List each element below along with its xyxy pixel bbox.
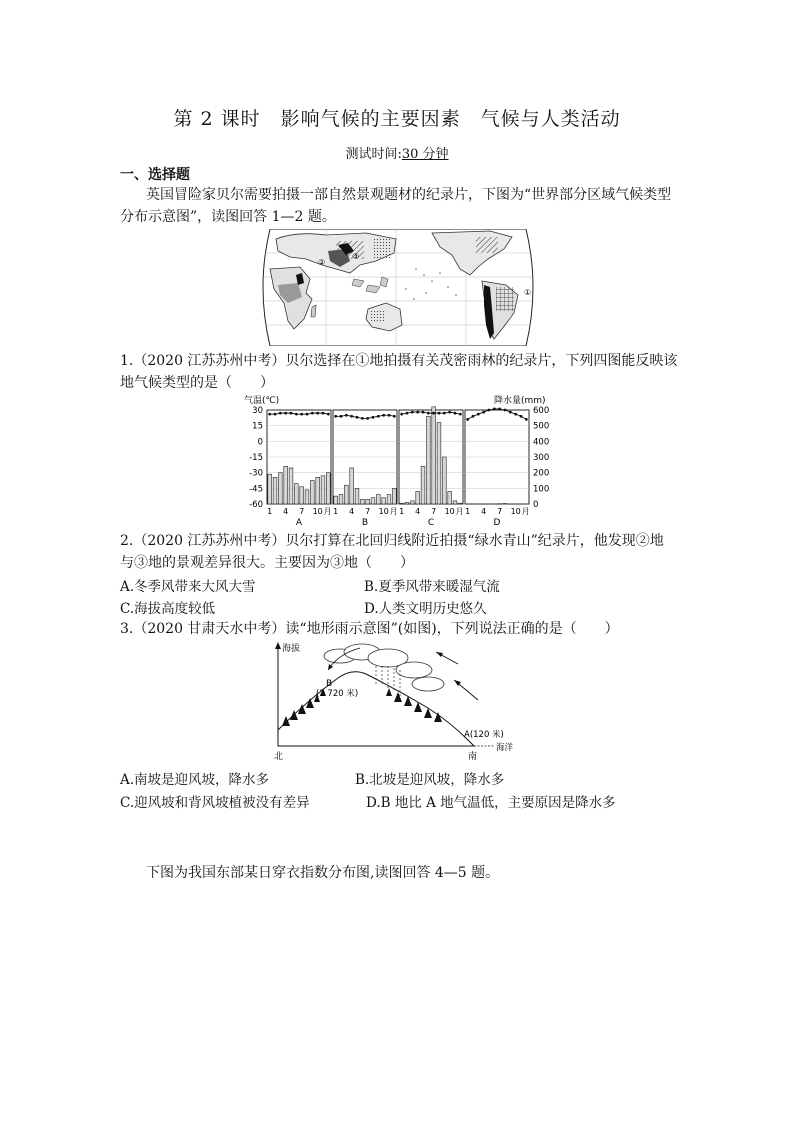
temp-point [411,411,414,414]
temp-point [290,412,293,415]
temp-point [361,417,364,420]
precip-tick: 300 [533,453,550,463]
q3-line-1: 3.（2020 甘肃天水中考）读“地形雨示意图”(如图)，下列说法正确的是（ ） [120,621,619,637]
temp-point [525,418,528,421]
temp-tick: 15 [252,421,263,432]
panel-label-D: D [493,518,501,528]
month-tick: 10 [444,507,455,516]
precip-bar [355,488,359,504]
temp-point [268,413,271,416]
precip-bar [326,473,330,504]
temp-point [493,408,496,411]
q2-option-c[interactable]: C.海拔高度较低 [120,601,216,617]
precip-bar [305,490,309,504]
panel-label-B: B [361,518,369,528]
month-tick: 10 [510,507,521,516]
precip-bar [376,495,380,504]
q2-line-1: 2.（2020 江苏苏州中考）贝尔打算在北回归线附近拍摄“绿水青山”纪录片，他发现②地 [120,533,664,549]
temp-point [520,415,523,418]
temp-point [356,416,359,419]
q2-option-b[interactable]: B.夏季风带来暖湿气流 [364,579,500,595]
temp-point [295,413,298,416]
precip-bar [392,488,396,504]
panel-label-C: C [427,518,435,528]
q1-line-1: 1.（2020 江苏苏州中考）贝尔选择在①地拍摄有关茂密雨林的纪录片，下列四图能反映该 [120,353,678,369]
temp-point [327,413,330,416]
precip-tick: 600 [533,406,550,416]
precip-bar [360,499,364,504]
section-heading: 一、选择题 [120,167,190,183]
temp-point [284,412,287,415]
temp-point [448,411,451,414]
temp-point [279,412,282,415]
temp-tick: 0 [257,437,263,448]
q1-line-2: 地气候类型的是（ ） [120,375,274,391]
precip-tick: 400 [533,437,550,448]
temp-point [388,414,391,417]
temp-tick: -45 [249,484,263,495]
temp-point [382,414,385,417]
precip-bar [410,501,414,504]
precip-bar [387,495,391,504]
temp-point [406,412,409,415]
month-tick: 4 [415,507,421,516]
month-tick: 4 [283,507,289,516]
next-section-intro: 下图为我国东部某日穿衣指数分布图,读图回答 4—5 题。 [146,865,500,881]
precip-bar [432,407,436,504]
precip-bar [284,466,288,504]
month-tick: 月 [455,507,464,516]
precip-bar [442,457,446,504]
temp-point [477,413,480,416]
precip-bar [437,423,441,504]
climate-charts [244,394,554,534]
month-tick: 7 [431,507,437,516]
month-tick: 4 [481,507,487,516]
test-time-label: 测试时间: [345,147,402,162]
temp-point [350,415,353,418]
month-tick: 月 [521,507,530,516]
world-climate-map [256,229,540,346]
temp-point [322,412,325,415]
month-tick: 7 [299,507,305,516]
month-tick: 7 [365,507,371,516]
temp-tick: 30 [252,406,263,416]
precip-bar [294,484,298,504]
precip-axis-title: 降水量(mm) [494,396,546,406]
temp-point [300,413,303,416]
precip-bar [416,491,420,504]
map-marker-2: ② [318,258,326,267]
precip-bar [453,501,457,504]
temp-point [459,413,462,416]
altitude-label: 海拔 [282,644,301,654]
precip-tick: 200 [533,468,550,479]
q3-option-d[interactable]: D.B 地比 A 地气温低，主要原因是降水多 [366,795,616,811]
temp-point [466,418,469,421]
temp-point [274,413,277,416]
test-time [0,143,794,162]
temp-point [427,412,430,415]
precip-tick: 0 [533,500,539,510]
precip-bar [289,468,293,504]
temp-point [345,414,348,417]
q3-option-a[interactable]: A.南坡是迎风坡，降水多 [120,772,270,788]
q2-line-2: 与③地的景观差异很大。主要因为③地（ ） [120,555,414,571]
precip-tick: 500 [533,421,550,432]
intro-line-2: 分布示意图”，读图回答 1—2 题。 [120,209,336,225]
temp-point [340,415,343,418]
precip-bar [339,495,343,504]
point-b-label: B [326,679,333,689]
q3-option-b[interactable]: B.北坡是迎风坡，降水多 [355,772,505,788]
temp-point [482,411,485,414]
precip-bar [382,498,386,504]
temp-point [400,413,403,416]
month-tick: 1 [465,507,471,516]
sea-label: 海洋 [496,743,514,753]
q3-option-c[interactable]: C.迎风坡和背风坡植被没有差异 [120,795,310,811]
precip-tick: 100 [533,484,550,495]
temp-point [393,415,396,418]
intro-line-1: 英国冒险家贝尔需要拍摄一部自然景观题材的纪录片，下图为“世界部分区域气候类型 [146,187,672,203]
temp-point [454,412,457,415]
temp-point [334,415,337,418]
point-b-altitude: (2 720 米) [316,689,359,699]
precip-bar [400,503,404,504]
month-tick: 10 [378,507,389,516]
month-tick: 1 [267,507,273,516]
precip-bar [458,503,462,504]
panel-label-A: A [295,518,303,528]
q2-option-d[interactable]: D.人类文明历史悠久 [364,601,487,617]
precip-bar [310,481,314,505]
temp-tick: -60 [249,500,263,510]
temp-point [498,408,501,411]
temp-tick: -15 [249,453,263,463]
precip-bar [366,499,370,504]
precip-bar [316,477,320,504]
q2-option-a[interactable]: A.冬季风带来大风大雪 [120,579,256,595]
map-marker-3: ③ [352,252,360,261]
precip-bar [278,473,282,504]
month-tick: 1 [333,507,339,516]
temp-tick: -30 [249,468,263,479]
temp-point [422,411,425,414]
test-time-value: 30 分钟 [401,147,449,162]
precip-bar [426,416,430,504]
temp-point [438,412,441,415]
precip-bar [350,468,354,504]
point-a-label: A(120 米) [464,730,504,740]
precip-bar [334,496,338,504]
temp-point [366,417,369,420]
temp-point [443,412,446,415]
temp-point [311,412,314,415]
precip-bar [344,485,348,504]
temp-point [416,411,419,414]
temp-axis-title: 气温(℃) [244,396,280,406]
page-title: 第 2 课时 影响气候的主要因素 气候与人类活动 [173,108,621,130]
north-label: 北 [274,752,284,762]
precip-bar [448,491,452,504]
precip-bar [371,498,375,504]
temp-point [472,415,475,418]
temp-point [514,413,517,416]
temp-point [377,415,380,418]
precip-bar [421,466,425,504]
precip-bar [321,476,325,504]
temp-point [316,412,319,415]
month-tick: 10 [312,507,323,516]
month-tick: 月 [323,507,332,516]
south-label: 南 [468,752,478,762]
precip-bar [268,474,272,504]
temp-point [488,409,491,412]
precip-bar [300,487,304,504]
precip-bar [405,502,409,504]
month-tick: 1 [399,507,405,516]
month-tick: 7 [497,507,503,516]
temp-point [432,412,435,415]
temp-point [372,416,375,419]
temp-point [306,413,309,416]
temp-point [504,409,507,412]
temp-point [509,411,512,414]
month-tick: 月 [389,507,398,516]
orographic-rain-diagram [268,640,528,765]
map-marker-1: ① [524,288,532,297]
precip-bar [273,477,277,504]
month-tick: 4 [349,507,355,516]
